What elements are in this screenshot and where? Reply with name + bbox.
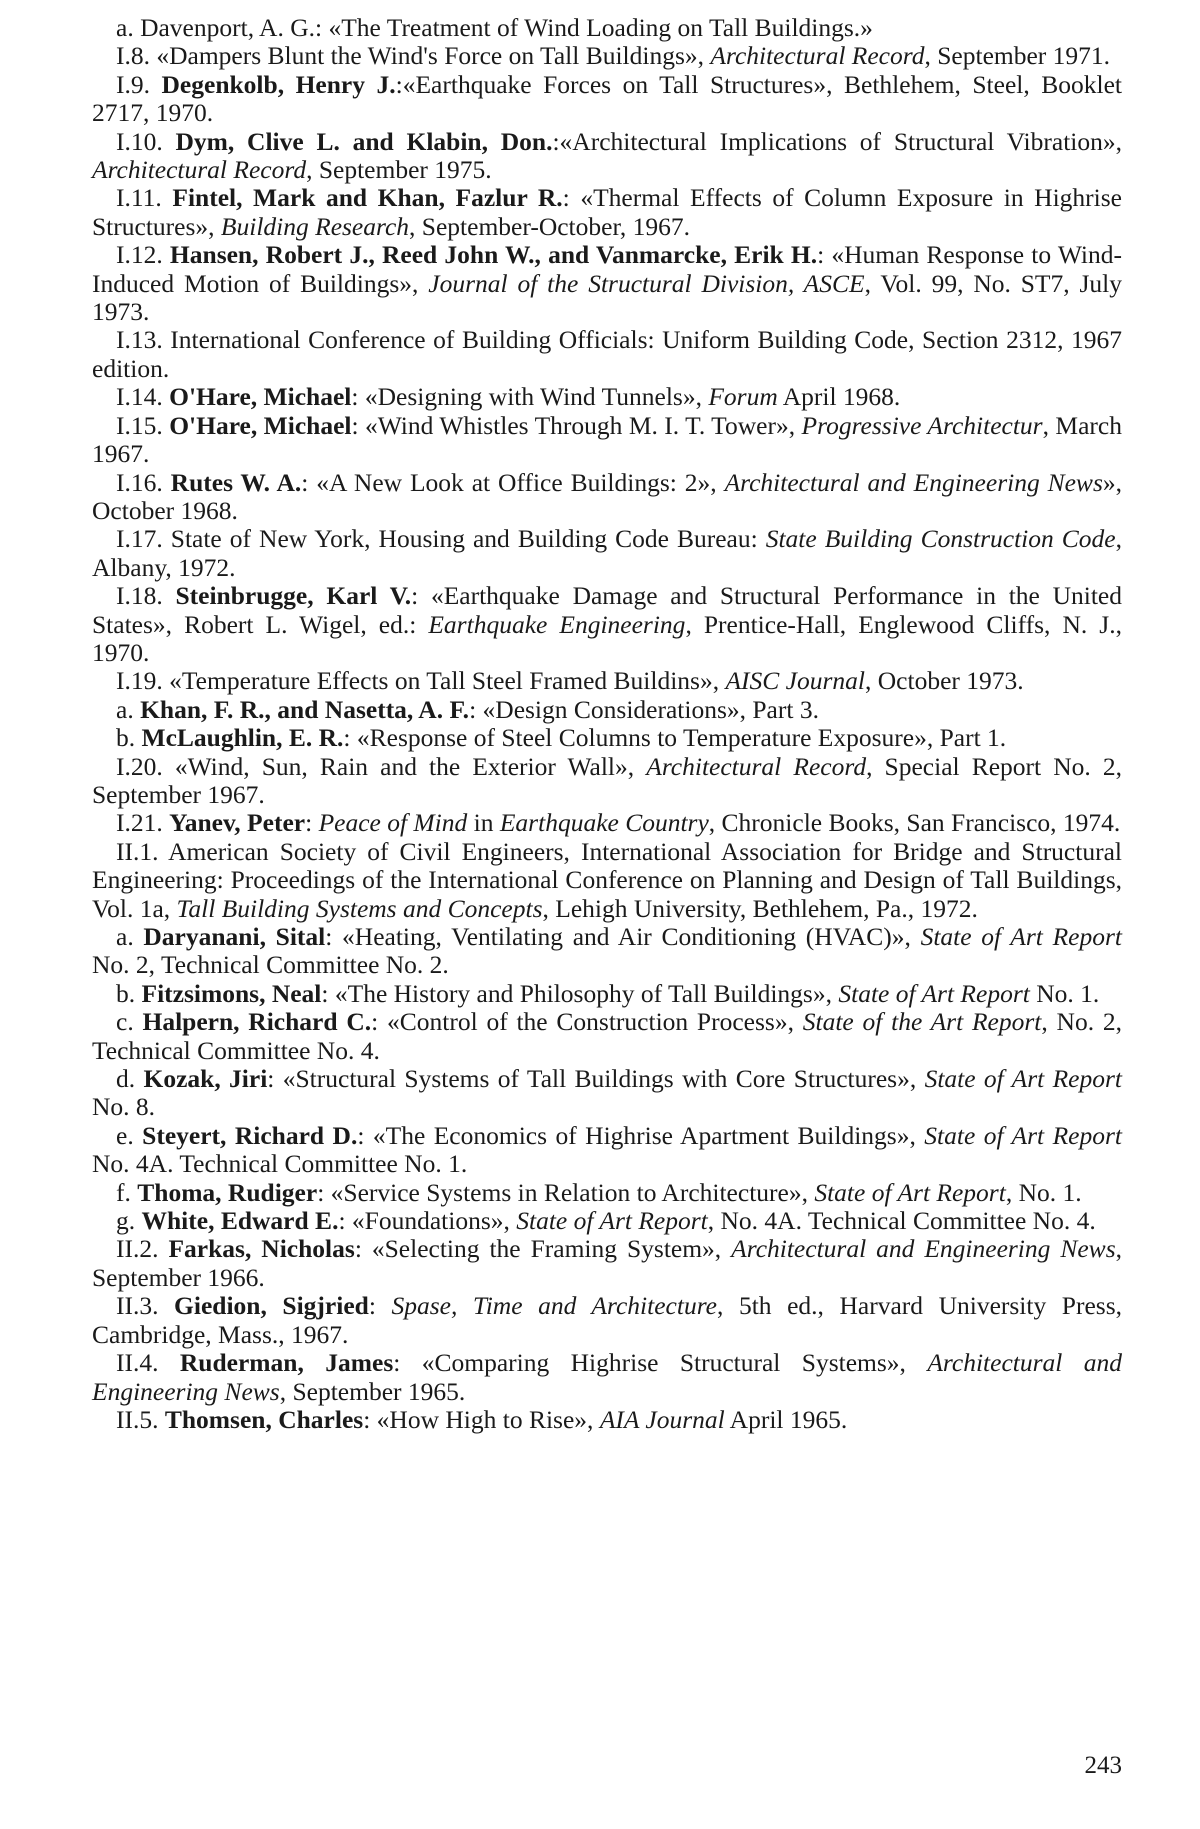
reference-text: I.16. <box>116 467 171 497</box>
reference-text: , No. 1. <box>1005 1177 1082 1207</box>
author-name: Thomsen, Charles <box>164 1404 364 1434</box>
publication-title: State of Art Report <box>814 1177 1006 1207</box>
reference-text: f. <box>116 1177 138 1207</box>
publication-title: State Building Construction Code <box>765 524 1116 554</box>
author-name: Steinbrugge, Karl V. <box>175 581 412 611</box>
publication-title: Forum <box>708 382 778 412</box>
reference-text: I.17. State of New York, Housing and Building Code Bureau: <box>116 524 766 554</box>
publication-title: AISC Journal <box>725 666 866 696</box>
reference-text: I.8. «Dampers Blunt the Wind's Force on Tall Buildings», <box>116 41 711 71</box>
reference-entry <box>92 14 1122 42</box>
reference-text: : «Foundations», <box>338 1206 517 1236</box>
reference-entry <box>92 1179 1122 1207</box>
author-name: O'Hare, Michael <box>169 382 352 412</box>
author-name: Yanev, Peter <box>169 808 306 838</box>
reference-text: : «Wind Whistles Through M. I. T. Tower», <box>351 410 802 440</box>
author-name: Steyert, Richard D. <box>142 1120 358 1150</box>
reference-entry <box>92 1406 1122 1434</box>
reference-text: April 1968. <box>777 382 901 412</box>
reference-entry <box>92 838 1122 923</box>
reference-text: : «Comparing Highrise Structural Systems», <box>393 1348 928 1378</box>
reference-text: No. 2, Technical Committee No. 2. <box>92 950 449 980</box>
publication-title: State of the Art Report <box>802 1007 1042 1037</box>
reference-text: I.21. <box>116 808 170 838</box>
reference-text: II.2. <box>116 1234 169 1264</box>
reference-text: », October 1968. <box>92 467 1122 525</box>
publication-title: Earthquake Country <box>499 808 709 838</box>
reference-entry <box>92 1207 1122 1235</box>
reference-entry <box>92 469 1122 526</box>
publication-title: Architectural and Engineering News <box>724 467 1103 497</box>
reference-entry <box>92 980 1122 1008</box>
reference-text: I.9. <box>116 69 162 99</box>
author-name: Ruderman, James <box>179 1348 394 1378</box>
publication-title: Architectural and Engineering News <box>731 1234 1116 1264</box>
reference-text: a. Davenport, A. G.: «The Treatment of Wind Loading on Tall Buildings.» <box>116 13 873 42</box>
reference-entry <box>92 128 1122 185</box>
reference-entry <box>92 667 1122 695</box>
reference-entry <box>92 184 1122 241</box>
reference-text: , October 1973. <box>865 666 1024 696</box>
reference-text: : «Design Considerations», Part 3. <box>469 694 819 724</box>
publication-title: AIA Journal <box>599 1404 725 1434</box>
reference-entry <box>92 383 1122 411</box>
reference-text: e. <box>116 1120 143 1150</box>
reference-text: , Albany, 1972. <box>92 524 1122 582</box>
reference-text: : «Response of Steel Columns to Temperature Exposure», Part 1. <box>343 723 1007 753</box>
author-name: Hansen, Robert J., Reed John W., and Vanmarcke, Erik H. <box>169 240 818 270</box>
author-name: Halpern, Richard C. <box>142 1007 372 1037</box>
reference-entry <box>92 326 1122 383</box>
publication-title: Building Research <box>220 211 410 241</box>
reference-entry <box>92 525 1122 582</box>
reference-text: II.1. American Society of Civil Engineers, International Association for Bridge and Structural Engineering: Proceedings of the International Conference on Planning and Design of Tall Buildings, Vol. 1a, <box>92 836 1122 923</box>
author-name: Fitzsimons, Neal <box>141 978 322 1008</box>
reference-text: , Special Report No. 2, September 1967. <box>92 751 1122 809</box>
reference-text: : «The Economics of Highrise Apartment Buildings», <box>357 1120 925 1150</box>
reference-text: : «The History and Philosophy of Tall Buildings», <box>321 978 839 1008</box>
reference-text: : «Human Response to Wind-Induced Motion of Buildings», <box>92 240 1122 298</box>
reference-entry <box>92 412 1122 469</box>
reference-list <box>92 14 1122 1434</box>
reference-entry <box>92 582 1122 667</box>
author-name: Khan, F. R., and Nasetta, A. F. <box>140 694 470 724</box>
reference-text: : <box>368 1291 392 1321</box>
reference-entry <box>92 241 1122 326</box>
publication-title: State of Art Report <box>924 1120 1122 1150</box>
publication-title: State of Art Report <box>924 1064 1122 1094</box>
reference-text: , September 1971. <box>924 41 1111 71</box>
reference-text: : «Control of the Construction Process», <box>371 1007 803 1037</box>
reference-text: , Chronicle Books, San Francisco, 1974. <box>708 808 1121 838</box>
publication-title: Architectural Record <box>646 751 867 781</box>
reference-text: :«Earthquake Forces on Tall Structures», Bethlehem, Steel, Booklet 2717, 1970. <box>92 69 1122 128</box>
author-name: Farkas, Nicholas <box>168 1234 355 1264</box>
author-name: Daryanani, Sital <box>143 922 326 951</box>
reference-entry <box>92 696 1122 724</box>
publication-title: State of Art Report <box>516 1206 708 1236</box>
reference-text: : <box>305 808 319 838</box>
author-name: Dym, Clive L. and Klabin, Don. <box>175 126 553 156</box>
reference-entry <box>92 1122 1122 1179</box>
reference-text: , No. 4A. Technical Committee No. 4. <box>707 1206 1096 1236</box>
reference-text: I.10. <box>116 126 176 156</box>
publication-title: Architectural Record <box>710 41 925 71</box>
reference-text: : «How High to Rise», <box>363 1404 600 1434</box>
author-name: McLaughlin, E. R. <box>141 723 344 753</box>
reference-text: , Vol. 99, No. ST7, July 1973. <box>92 268 1122 327</box>
publication-title: Spase, Time and Architecture <box>391 1291 717 1321</box>
reference-text: a. <box>116 922 144 951</box>
author-name: Rutes W. A. <box>170 467 302 497</box>
author-name: Giedion, Sigjried <box>174 1291 369 1321</box>
author-name: White, Edward E. <box>141 1206 339 1236</box>
publication-title: State of Art Report <box>838 978 1030 1008</box>
reference-text: I.18. <box>116 581 176 611</box>
reference-text: : «Designing with Wind Tunnels», <box>351 382 709 412</box>
publication-title: Architectural and Engineering News <box>92 1348 1123 1406</box>
reference-entry <box>92 1235 1122 1292</box>
reference-text: :«Architectural Implications of Structural Vibration», <box>552 126 1122 156</box>
reference-text: b. <box>116 978 142 1008</box>
reference-text: I.12. <box>116 240 170 270</box>
reference-text: d. <box>116 1064 144 1094</box>
reference-text: , March 1967. <box>92 410 1122 469</box>
reference-text: : «Service Systems in Relation to Architecture», <box>317 1177 815 1207</box>
reference-text: , Lehigh University, Bethlehem, Pa., 1972. <box>542 893 978 923</box>
reference-text: No. 4A. Technical Committee No. 1. <box>92 1149 468 1179</box>
publication-title: Earthquake Engineering <box>428 609 686 639</box>
reference-text: : «Heating, Ventilating and Air Conditioning (HVAC)», <box>325 922 921 951</box>
reference-text: I.11. <box>116 183 173 213</box>
reference-entry <box>92 809 1122 837</box>
publication-title: Peace of Mind <box>318 808 468 838</box>
reference-text: b. <box>116 723 142 753</box>
reference-entry <box>92 1349 1122 1406</box>
author-name: Degenkolb, Henry J. <box>161 69 396 99</box>
reference-entry <box>92 1008 1122 1065</box>
publication-title: Architectural Record <box>92 155 307 185</box>
author-name: O'Hare, Michael <box>169 410 352 440</box>
reference-text: No. 1. <box>1029 978 1100 1008</box>
reference-text: , September 1975. <box>306 155 492 185</box>
publication-title: State of Art Report <box>920 922 1122 951</box>
publication-title: Journal of the Structural Division, ASCE <box>428 268 865 298</box>
publication-title: Progressive Architectur <box>801 410 1043 440</box>
reference-entry <box>92 71 1122 128</box>
reference-text: , September-October, 1967. <box>409 211 691 241</box>
reference-text: , September 1965. <box>279 1376 466 1406</box>
reference-text: I.20. «Wind, Sun, Rain and the Exterior Wall», <box>116 751 647 781</box>
reference-text: : «Thermal Effects of Column Exposure in Highrise Structures», <box>92 183 1123 241</box>
reference-text: , Prentice-Hall, Englewood Cliffs, N. J., 1970. <box>92 609 1122 667</box>
reference-text: II.4. <box>116 1348 180 1378</box>
author-name: Thoma, Rudiger <box>137 1177 318 1207</box>
reference-text: in <box>467 808 500 838</box>
author-name: Fintel, Mark and Khan, Fazlur R. <box>172 183 563 213</box>
reference-entry <box>92 1065 1122 1122</box>
reference-text: I.13. International Conference of Building Officials: Uniform Building Code, Section 2312, 1967 edition. <box>92 325 1122 383</box>
reference-text: g. <box>116 1206 142 1236</box>
reference-text: , 5th ed., Harvard University Press, Cambridge, Mass., 1967. <box>92 1291 1122 1349</box>
reference-text: II.5. <box>116 1404 165 1434</box>
reference-entry <box>92 1292 1122 1349</box>
reference-entry <box>92 753 1122 810</box>
reference-entry <box>92 923 1122 980</box>
reference-text: c. <box>116 1007 143 1037</box>
reference-text: : «Selecting the Framing System», <box>354 1234 732 1264</box>
reference-text: II.3. <box>116 1291 175 1321</box>
reference-text: April 1965. <box>724 1404 848 1434</box>
reference-entry <box>92 724 1122 752</box>
reference-entry <box>92 42 1122 70</box>
author-name: Kozak, Jiri <box>143 1064 268 1094</box>
reference-text: I.19. «Temperature Effects on Tall Steel Framed Buildins», <box>116 666 726 696</box>
publication-title: Tall Building Systems and Concepts <box>176 893 543 923</box>
reference-text: I.15. <box>116 410 170 440</box>
reference-text: : «A New Look at Office Buildings: 2», <box>301 467 725 497</box>
reference-text: , September 1966. <box>92 1234 1122 1292</box>
reference-text: No. 8. <box>92 1092 156 1122</box>
reference-text: : «Structural Systems of Tall Buildings with Core Structures», <box>267 1064 925 1094</box>
reference-text: , No. 2, Technical Committee No. 4. <box>92 1007 1122 1065</box>
reference-text: I.14. <box>116 382 170 412</box>
reference-text: : «Earthquake Damage and Structural Performance in the United States», Robert L. Wigel, ed.: <box>92 581 1122 639</box>
reference-text: a. <box>116 694 141 724</box>
page-number: 243 <box>1084 1752 1122 1779</box>
